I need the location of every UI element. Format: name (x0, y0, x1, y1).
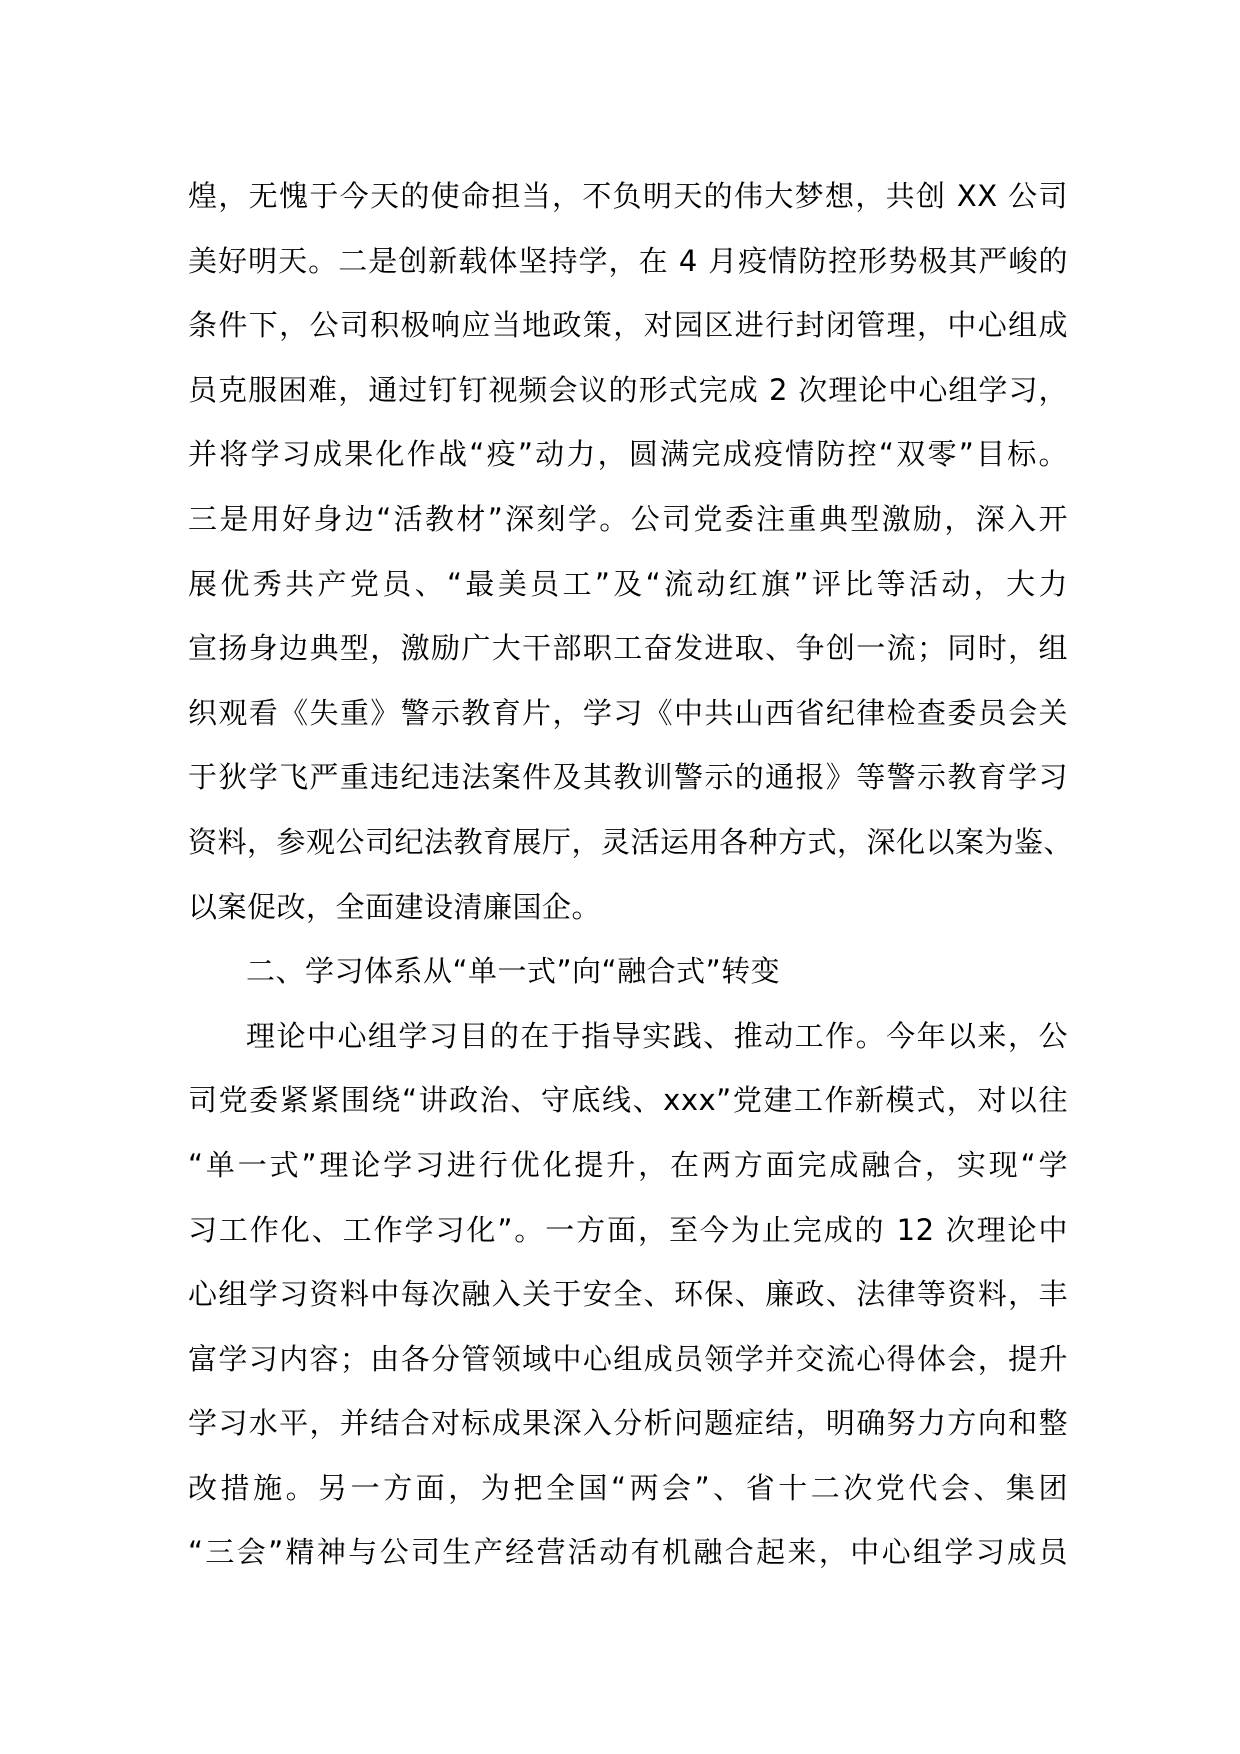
text-line: “单一式”理论学习进行优化提升，在两方面完成融合，实现“学 (188, 1147, 1068, 1182)
text-line: 煌，无愧于今天的使命担当，不负明天的伟大梦想，共创 XX 公司 (188, 179, 1068, 213)
text-line: 学习水平，并结合对标成果深入分析问题症结，明确努力方向和整 (188, 1406, 1068, 1441)
text-line: 以案促改，全面建设清廉国企。 (188, 889, 602, 924)
text-line: 心组学习资料中每次融入关于安全、环保、廉政、法律等资料，丰 (188, 1277, 1068, 1312)
text-line: 展优秀共产党员、“最美员工”及“流动红旗”评比等活动，大力 (188, 566, 1068, 601)
text-line: 员克服困难，通过钉钉视频会议的形式完成 2 次理论中心组学习， (188, 372, 1068, 407)
text-line: 改措施。另一方面，为把全国“两会”、省十二次党代会、集团 (188, 1470, 1068, 1505)
paragraph-1 (188, 164, 1074, 939)
section-heading: 二、学习体系从“单一式”向“融合式”转变 (246, 954, 781, 989)
text-line: 美好明天。二是创新载体坚持学，在 4 月疫情防控形势极其严峻的 (188, 243, 1068, 278)
text-line: 习工作化、工作学习化”。一方面，至今为止完成的 12 次理论中 (188, 1212, 1068, 1247)
text-line: 织观看《失重》警示教育片，学习《中共山西省纪律检查委员会关 (188, 695, 1068, 730)
text-line: 资料，参观公司纪法教育展厅，灵活运用各种方式，深化以案为鉴、 (188, 824, 1074, 859)
document-body (188, 164, 1074, 1585)
text-line: 宣扬身边典型，激励广大干部职工奋发进取、争创一流；同时，组 (188, 631, 1068, 666)
text-line: 三是用好身边“活教材”深刻学。公司党委注重典型激励，深入开 (188, 501, 1068, 536)
text-line: 富学习内容；由各分管领域中心组成员领学并交流心得体会，提升 (188, 1341, 1068, 1376)
paragraph-2 (188, 1004, 1068, 1585)
text-line: 并将学习成果化作战“疫”动力，圆满完成疫情防控“双零”目标。 (188, 437, 1068, 472)
text-line: 理论中心组学习目的在于指导实践、推动工作。今年以来，公 (246, 1018, 1068, 1053)
text-line: 于狄学飞严重违纪违法案件及其教训警示的通报》等警示教育学习 (188, 760, 1068, 795)
text-line: 条件下，公司积极响应当地政策，对园区进行封闭管理，中心组成 (188, 308, 1068, 343)
text-line: 司党委紧紧围绕“讲政治、守底线、xxx”党建工作新模式，对以往 (188, 1083, 1068, 1118)
text-line: “三会”精神与公司生产经营活动有机融合起来，中心组学习成员 (188, 1535, 1068, 1570)
